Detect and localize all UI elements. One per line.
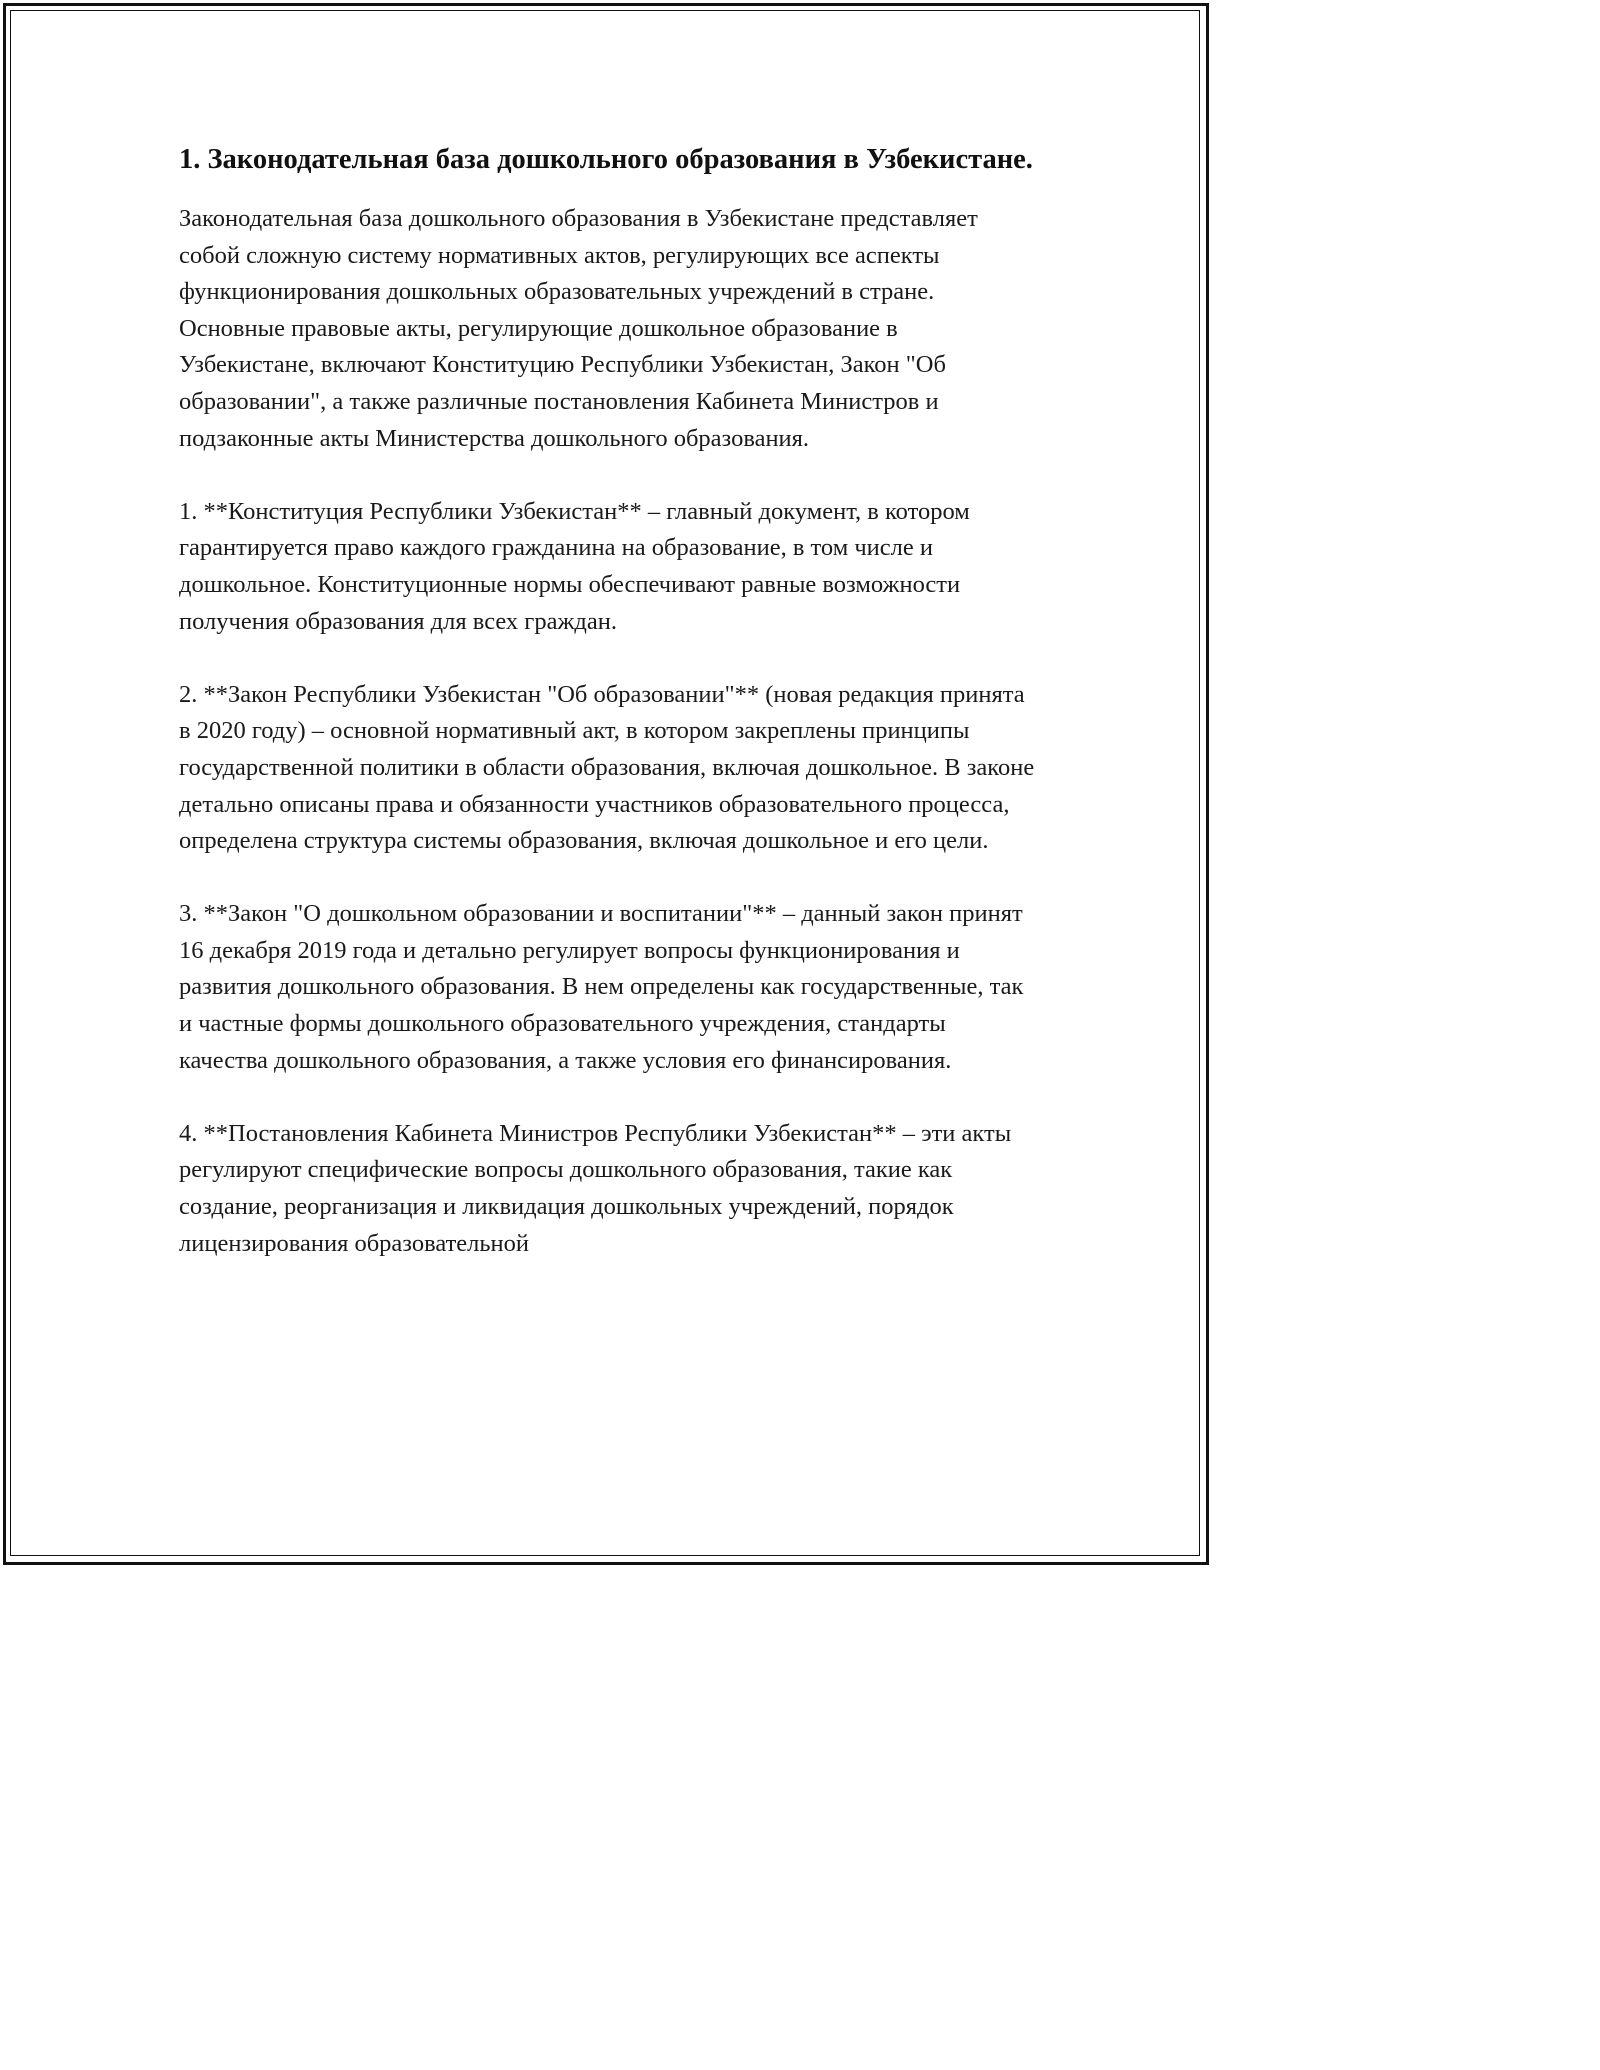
section-heading: 1. Законодательная база дошкольного образования в Узбекистане. <box>179 144 1033 175</box>
list-item-cabinet-resolutions: 4. **Постановления Кабинета Министров Республики Узбекистан** – эти акты регулируют специфические вопросы дошкольного образования, такие как создание, реорганизация и ликвидация дошкольных учреждений, порядок лицензирования образовательной <box>179 1119 1012 1257</box>
list-item-education-law: 2. **Закон Республики Узбекистан "Об образовании"** (новая редакция принята в 2020 году) – основной нормативный акт, в котором закреплены принципы государственной политики в области образования, включая дошкольное. В законе детально описаны права и обязанности участников образовательного процесса, определена структура системы образования, включая дошкольное и его цели. <box>179 680 1035 855</box>
document-body <box>179 139 1039 1262</box>
list-item-constitution: 1. **Конституция Республики Узбекистан** – главный документ, в котором гарантируется право каждого гражданина на образование, в том числе и дошкольное. Конституционные нормы обеспечивают равные возможности получения образования для всех граждан. <box>179 497 970 635</box>
list-item-preschool-law: 3. **Закон "О дошкольном образовании и воспитании"** – данный закон принят 16 декабря 2019 года и детально регулирует вопросы функционирования и развития дошкольного образования. В нем определены как государственные, так и частные формы дошкольного образовательного учреждения, стандарты качества дошкольного образования, а также условия его финансирования. <box>179 900 1024 1074</box>
intro-paragraph: Законодательная база дошкольного образования в Узбекистане представляет собой сложную систему нормативных актов, регулирующих все аспекты функционирования дошкольных образовательных учреждений в стране. Основные правовые акты, регулирующие дошкольное образование в Узбекистане, включают Конституцию Республики Узбекистан, Закон "Об образовании", а также различные постановления Кабинета Министров и подзаконные акты Министерства дошкольного образования. <box>179 205 978 452</box>
